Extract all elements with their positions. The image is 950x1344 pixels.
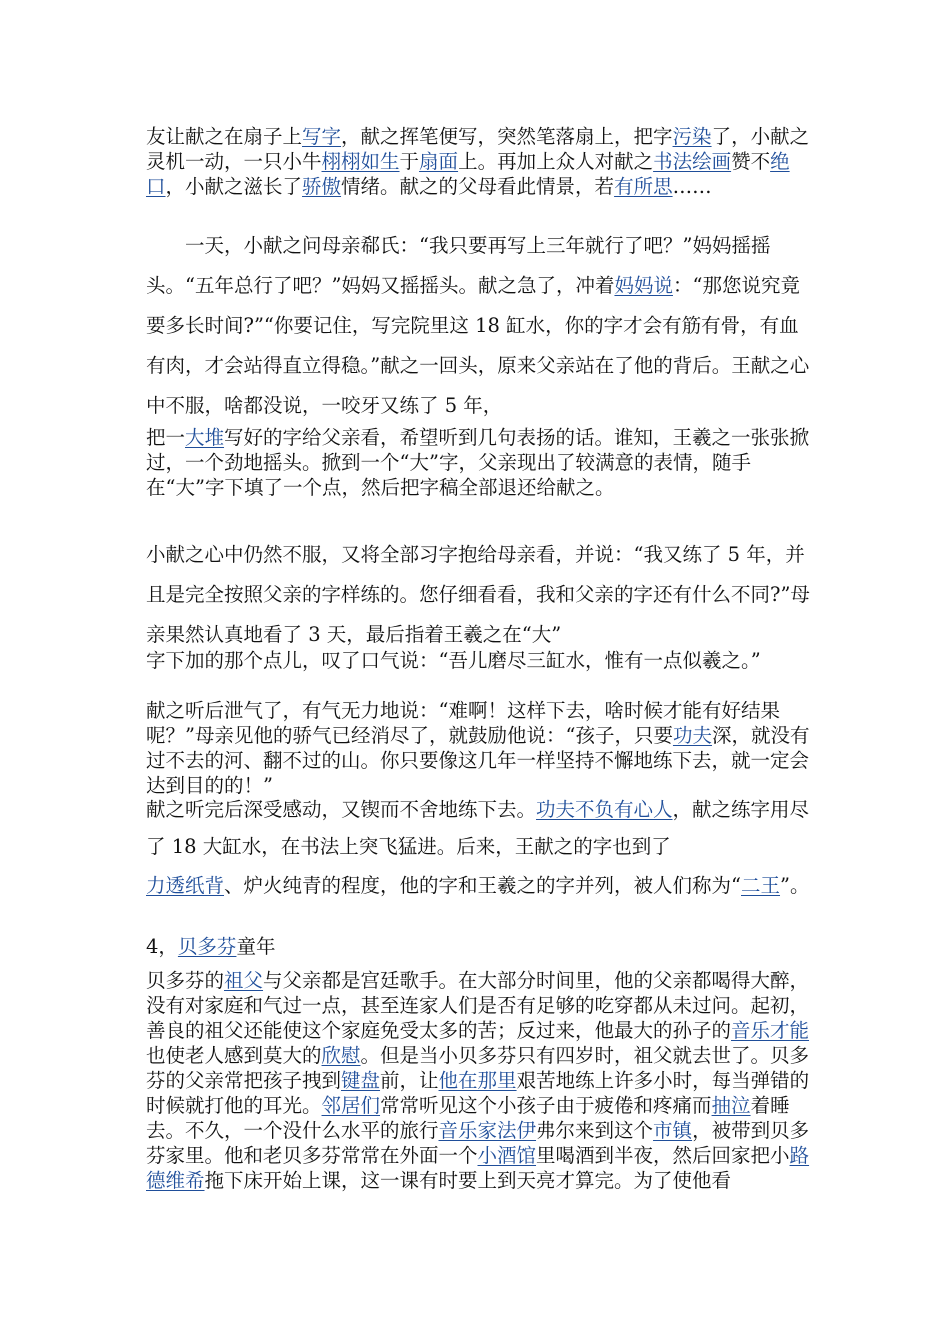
text-run: ，献之挥笔便写，突然笔落扇上，把字 <box>341 125 673 148</box>
paragraph-perseverance <box>146 791 814 865</box>
text-run: 拖下床开始上课，这一课有时要上到天亮才算完。为了使他看 <box>204 1169 732 1192</box>
hyperlink[interactable]: 力透纸背 <box>146 874 225 897</box>
text-run: 小献之心中仍然不服，又将全部习字抱给母亲看，并说：“我又练了 5 年，并且是完全按照父亲的字样练的。您仔细看看，我和父亲的字还有什么不同?”母亲果然认真地看了 3 天，最后指着王羲之在“大” <box>146 543 810 646</box>
text-run: 、炉火纯青的程度，他的字和王羲之的字并列，被人们称为“ <box>224 874 741 897</box>
hyperlink[interactable]: 污染 <box>672 125 712 148</box>
hyperlink[interactable]: 键盘 <box>341 1069 381 1092</box>
text-run: 4， <box>146 935 178 958</box>
hyperlink[interactable]: 二王 <box>741 874 781 897</box>
paragraph-two-wangs <box>146 873 814 898</box>
text-run: 也使老人感到莫大的 <box>146 1044 322 1067</box>
text-run: 。但是当小贝多芬只有四岁时，祖父就去世了。贝多芬的父亲常把孩子拽到 <box>146 1044 810 1092</box>
paragraph-beethoven <box>146 968 814 1193</box>
hyperlink[interactable]: 妈妈说 <box>614 274 673 297</box>
hyperlink[interactable]: 市镇 <box>653 1119 693 1142</box>
paragraph-big-pile <box>146 425 814 500</box>
paragraph-show-mother <box>146 535 814 655</box>
text-run: 赞不 <box>731 150 771 173</box>
hyperlink[interactable]: 大堆 <box>185 426 225 449</box>
hyperlink[interactable]: 音乐家法伊 <box>438 1119 537 1142</box>
text-run: 友让献之在扇子上 <box>146 125 303 148</box>
text-run: ，被带到贝多芬家里。他和老贝多芬常常在外面一个 <box>146 1119 810 1167</box>
text-run: 艰苦地练上许多小时，每当弹错的时候就打他的耳光。 <box>146 1069 810 1117</box>
text-run: 贝多芬的 <box>146 969 225 992</box>
hyperlink[interactable]: 欣慰 <box>321 1044 361 1067</box>
hyperlink[interactable]: 他在那里 <box>438 1069 517 1092</box>
paragraph-wang-xianzhi-fan <box>146 124 814 199</box>
text-run: 常常听见这个小孩子由于疲倦和疼痛而 <box>380 1094 712 1117</box>
hyperlink[interactable]: 书法绘画 <box>653 150 732 173</box>
hyperlink[interactable]: 栩栩如生 <box>321 150 400 173</box>
text-run: 献之听完后深受感动，又锲而不舍地练下去。 <box>146 798 537 821</box>
hyperlink[interactable]: 路德维希 <box>146 1144 810 1192</box>
text-run: 与父亲都是宫廷歌手。在大部分时间里，他的父亲都喝得大醉，没有对家庭和气过一点，甚至连家人们是否有足够的吃穿都从未过问。起初，善良的祖父还能使这个家庭免受太多的苦；反过来，他最大的孙子的 <box>146 969 810 1042</box>
text-run: 了，小献之灵机一动，一只小牛 <box>146 125 810 173</box>
hyperlink[interactable]: 绝口 <box>146 150 790 198</box>
hyperlink[interactable]: 邻居们 <box>321 1094 381 1117</box>
text-run: 写好的字给父亲看，希望听到几句表扬的话。谁知，王羲之一张张掀过，一个劲地摇头。掀到一个“大”字，父亲现出了较满意的表情，随手在“大”字下填了一个点，然后把字稿全部退还给献之。 <box>146 426 810 499</box>
text-run: 深，就没有过不去的河、翻不过的山。你只要像这几年一样坚持不懈地练下去，就一定会达到目的的！” <box>146 724 810 797</box>
text-run: 情绪。献之的父母看此情景，若 <box>341 175 615 198</box>
text-run: 一天，小献之问母亲郗氏：“我只要再写上三年就行了吧？”妈妈摇摇头。“五年总行了吧？”妈妈又摇摇头。献之急了，冲着 <box>146 234 771 297</box>
text-run: 把一 <box>146 426 186 449</box>
text-run: 前，让 <box>380 1069 439 1092</box>
hyperlink[interactable]: 有所思 <box>614 175 673 198</box>
hyperlink[interactable]: 小酒馆 <box>477 1144 537 1167</box>
hyperlink[interactable]: 功夫不负有心人 <box>536 798 673 821</box>
paragraph-eighteen-vats <box>146 226 814 426</box>
hyperlink[interactable]: 贝多芬 <box>177 935 237 958</box>
text-run: 于 <box>399 150 420 173</box>
text-run: ，献之练字用尽了 18 大缸水，在书法上突飞猛进。后来，王献之的字也到了 <box>146 798 810 858</box>
text-run: 献之听后泄气了，有气无力地说：“难啊！这样下去，啥时候才能有好结果呢？”母亲见他的骄气已经消尽了，就鼓励他说：“孩子，只要 <box>146 699 780 747</box>
text-run: ”。 <box>780 874 810 897</box>
text-run: ，小献之滋长了 <box>165 175 303 198</box>
hyperlink[interactable]: 扇面 <box>419 150 459 173</box>
text-run: 童年 <box>236 935 276 958</box>
text-run: 着睡去。不久，一个没什么水平的旅行 <box>146 1094 790 1142</box>
hyperlink[interactable]: 骄傲 <box>302 175 342 198</box>
text-run: 字下加的那个点儿，叹了口气说：“吾儿磨尽三缸水，惟有一点似羲之。” <box>146 649 761 672</box>
text-run: ：“那您说究竟要多长时间?”“你要记住，写完院里这 18 缸水，你的字才会有筋有骨，有血有肉，才会站得直立得稳。”献之一回头，原来父亲站在了他的背后。王献之心中不服，啥都没说，一咬牙又练了 5 年， <box>146 274 810 417</box>
hyperlink[interactable]: 写字 <box>302 125 342 148</box>
hyperlink[interactable]: 祖父 <box>224 969 264 992</box>
text-run: 里喝酒到半夜，然后回家把小 <box>536 1144 790 1167</box>
hyperlink[interactable]: 音乐才能 <box>731 1019 810 1042</box>
paragraph-encouragement <box>146 698 814 798</box>
hyperlink[interactable]: 抽泣 <box>711 1094 751 1117</box>
text-run: …… <box>672 175 712 198</box>
section-heading-beethoven-childhood <box>146 932 275 962</box>
text-run: 上。再加上众人对献之 <box>458 150 654 173</box>
text-run: 弗尔来到这个 <box>536 1119 654 1142</box>
hyperlink[interactable]: 功夫 <box>672 724 712 747</box>
paragraph-one-dot <box>146 648 814 673</box>
